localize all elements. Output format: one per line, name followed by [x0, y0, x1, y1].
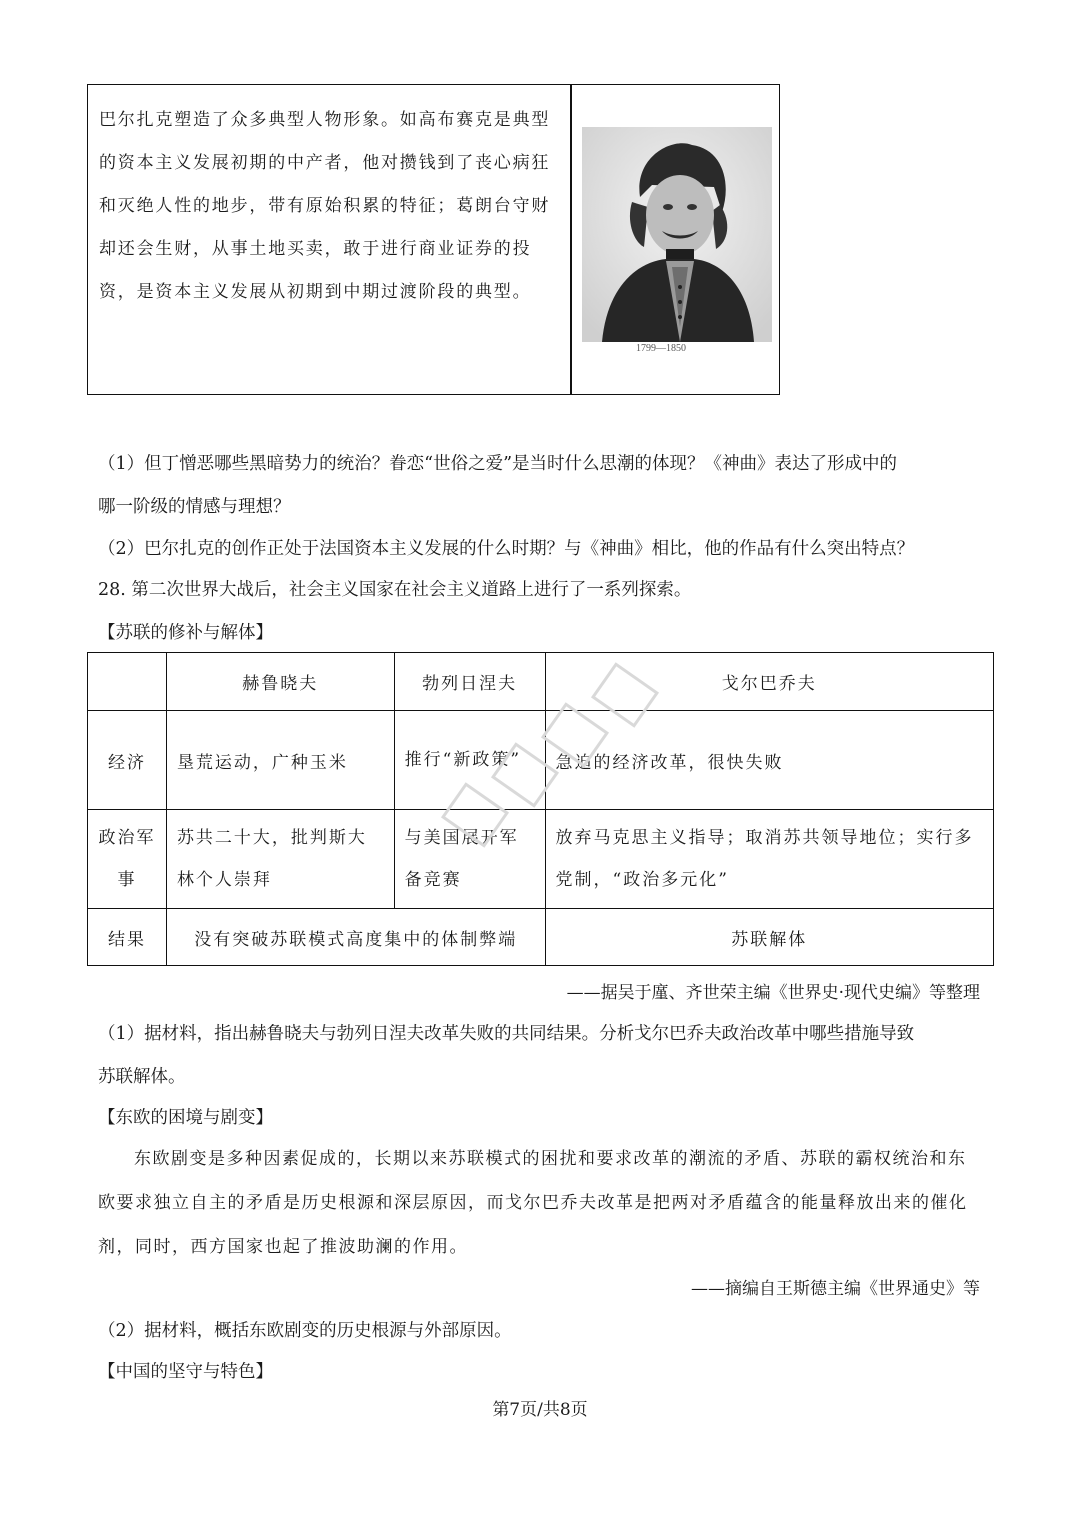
- cell-politics-gorbachev: 放弃马克思主义指导；取消苏共领导地位；实行多党制，“政治多元化”: [545, 810, 993, 909]
- table-row-economy: [88, 711, 994, 810]
- portrait-caption: 1799—1850: [636, 343, 686, 354]
- cell-politics-khrushchev: 苏共二十大，批判斯大林个人崇拜: [166, 810, 394, 909]
- balzac-material-box: [87, 84, 780, 395]
- question-27-2: （2）巴尔扎克的创作正处于法国资本主义发展的什么时期？与《神曲》相比，他的作品有什么突出特点？: [98, 539, 915, 559]
- section-title-east-europe: 【东欧的困境与剧变】: [98, 1108, 273, 1128]
- balzac-portrait-image: [582, 127, 772, 357]
- table-header-gorbachev: 戈尔巴乔夫: [545, 653, 993, 711]
- row-label-politics: 政治军事: [88, 810, 167, 909]
- question-28-1-line2: 苏联解体。: [98, 1067, 186, 1087]
- question-28-intro: 28. 第二次世界大战后，社会主义国家在社会主义道路上进行了一系列探索。: [98, 580, 692, 600]
- table-source: ——据吴于廑、齐世荣主编《世界史·现代史编》等整理: [566, 983, 980, 1003]
- cell-economy-khrushchev: 垦荒运动，广种玉米: [166, 711, 394, 810]
- section-title-ussr: 【苏联的修补与解体】: [98, 623, 273, 643]
- balzac-text: 巴尔扎克塑造了众多典型人物形象。如高布赛克是典型的资本主义发展初期的中产者，他对攒钱到了丧心病狂和灭绝人性的地步，带有原始积累的特征；葛朗台守财却还会生财，从事土地买卖，敢于进行商业证券的投资，是资本主义发展从初期到中期过渡阶段的典型。: [99, 110, 551, 302]
- row-label-result: 结果: [88, 909, 167, 966]
- section-title-china: 【中国的坚守与特色】: [98, 1362, 273, 1382]
- cell-result-merged: 没有突破苏联模式高度集中的体制弊端: [166, 909, 545, 966]
- box-divider: [570, 85, 572, 394]
- table-header-row: [88, 653, 994, 711]
- question-27-1-line1: （1）但丁憎恶哪些黑暗势力的统治？眷恋“世俗之爱”是当时什么思潮的体现？《神曲》表达了形成中的: [98, 454, 898, 474]
- question-28-2: （2）据材料，概括东欧剧变的历史根源与外部原因。: [98, 1321, 512, 1341]
- page-footer: 第7页/共8页: [492, 1400, 588, 1420]
- east-europe-material: 东欧剧变是多种因素促成的，长期以来苏联模式的困扰和要求改革的潮流的矛盾、苏联的霸权统治和东欧要求独立自主的矛盾是历史根源和深层原因，而戈尔巴乔夫改革是把两对矛盾蕴含的能量释放出来的催化剂，同时，西方国家也起了推波助澜的作用。: [98, 1149, 968, 1257]
- cell-economy-gorbachev: 急迫的经济改革，很快失败: [545, 711, 993, 810]
- east-europe-source: ——摘编自王斯德主编《世界通史》等: [691, 1279, 980, 1299]
- cell-economy-brezhnev: 推行“新政策”: [394, 711, 545, 810]
- table-header-empty: [88, 653, 167, 711]
- cell-politics-brezhnev: 与美国展开军备竞赛: [394, 810, 545, 909]
- table-row-result: [88, 909, 994, 966]
- table-header-khrushchev: 赫鲁晓夫: [166, 653, 394, 711]
- table-row-politics: [88, 810, 994, 909]
- ussr-reform-table: [87, 652, 994, 966]
- question-27-1-line2: 哪一阶级的情感与理想？: [98, 497, 291, 517]
- table-header-brezhnev: 勃列日涅夫: [394, 653, 545, 711]
- question-28-1-line1: （1）据材料，指出赫鲁晓夫与勃列日涅夫改革失败的共同结果。分析戈尔巴乔夫政治改革中哪些措施导致: [98, 1024, 915, 1044]
- row-label-economy: 经济: [88, 711, 167, 810]
- cell-result-gorbachev: 苏联解体: [545, 909, 993, 966]
